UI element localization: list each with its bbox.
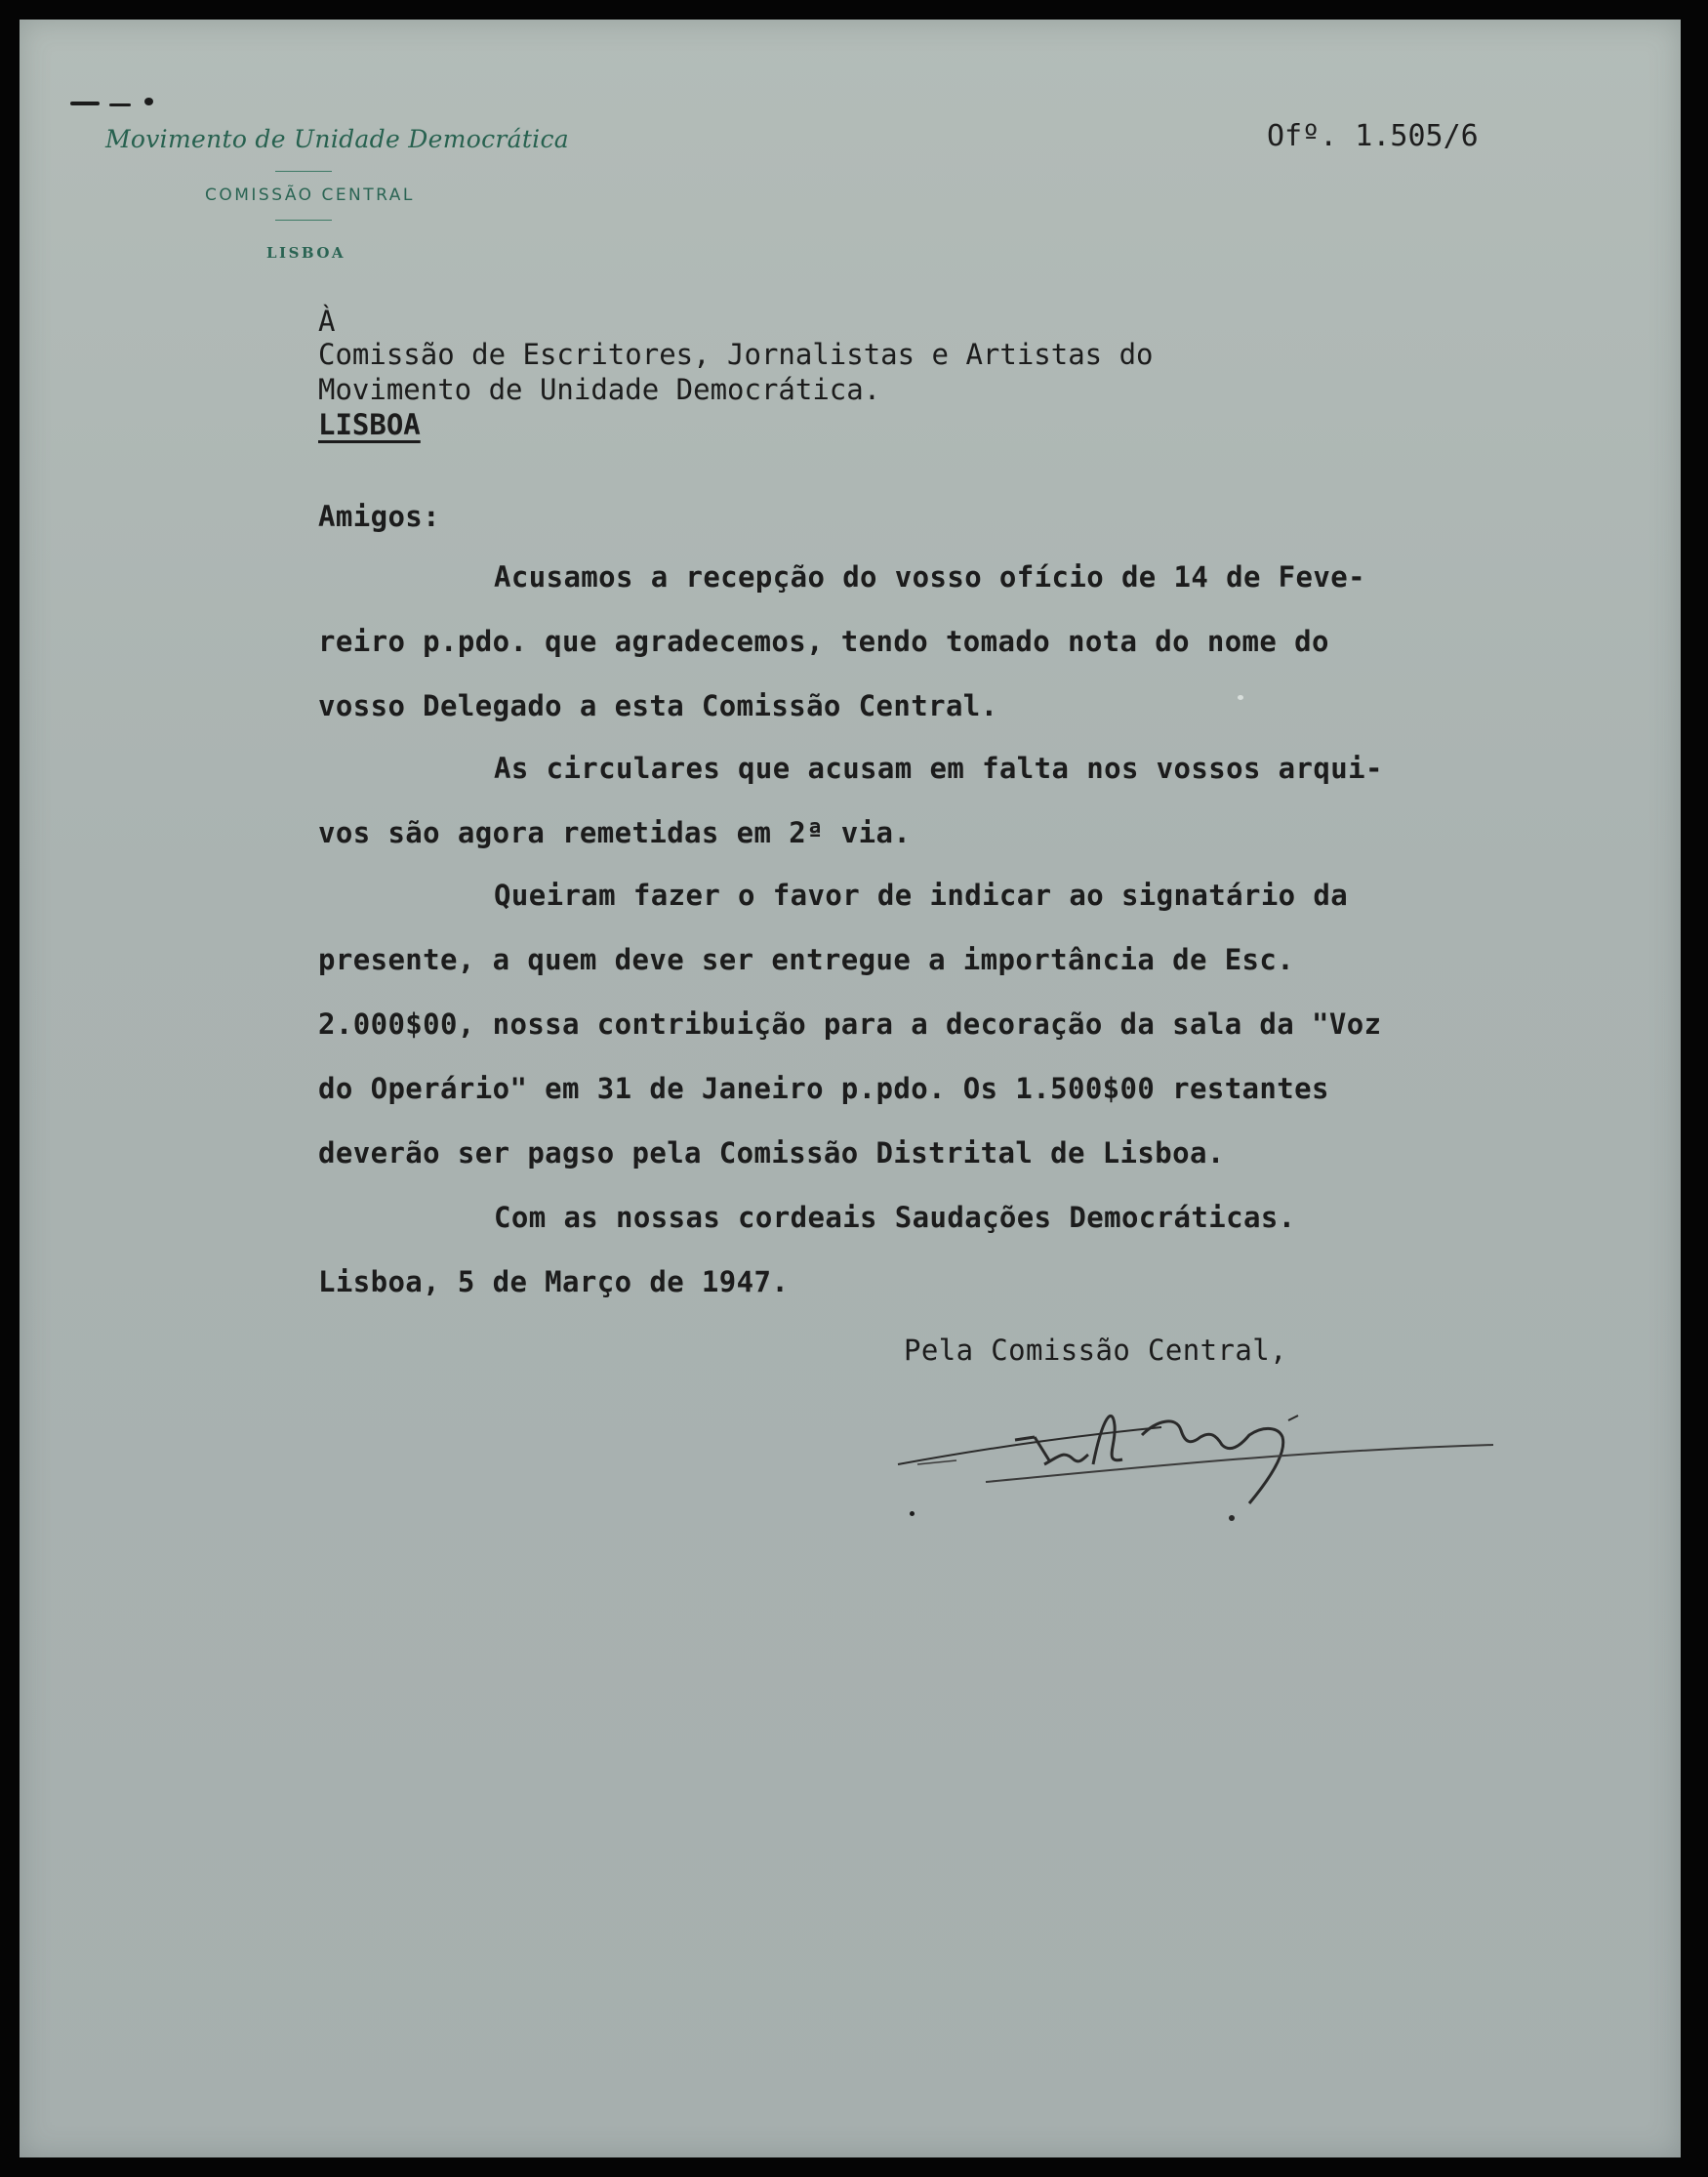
- body-line: presente, a quem deve ser entregue a importância de Esc.: [318, 943, 1295, 976]
- date-line: Lisboa, 5 de Março de 1947.: [318, 1265, 790, 1298]
- letterhead-rule: [275, 171, 332, 172]
- body-line: As circulares que acusam em falta nos vossos arqui-: [494, 752, 1383, 785]
- body-line: Com as nossas cordeais Saudações Democráticas.: [494, 1201, 1296, 1234]
- recipient-prefix: À: [318, 305, 336, 338]
- ink-speck: [70, 102, 100, 105]
- salutation: Amigos:: [318, 500, 441, 533]
- ink-speck: [1238, 695, 1243, 700]
- body-line: deverão ser pagso pela Comissão Distrital de Lisboa.: [318, 1136, 1225, 1170]
- reference-number: Ofº. 1.505/6: [1267, 119, 1479, 153]
- letter-page: [20, 20, 1681, 2157]
- letterhead-rule: [275, 220, 332, 221]
- recipient-line-2: Movimento de Unidade Democrática.: [318, 373, 881, 406]
- body-line: reiro p.pdo. que agradecemos, tendo tomado nota do nome do: [318, 625, 1329, 658]
- letterhead-city: LISBOA: [266, 244, 346, 262]
- letterhead-committee: COMISSÃO CENTRAL: [205, 185, 415, 205]
- ink-speck: [144, 98, 153, 105]
- body-line: Acusamos a recepção do vosso ofício de 14 de Feve-: [494, 560, 1365, 594]
- ink-speck: [109, 103, 131, 106]
- closing: Pela Comissão Central,: [904, 1334, 1287, 1367]
- handwritten-signature: [888, 1367, 1503, 1533]
- body-line: vosso Delegado a esta Comissão Central.: [318, 689, 998, 722]
- body-line: 2.000$00, nossa contribuição para a decoração da sala da "Voz: [318, 1007, 1382, 1041]
- recipient-line-1: Comissão de Escritores, Jornalistas e Artistas do: [318, 338, 1154, 371]
- body-line: Queiram fazer o favor de indicar ao signatário da: [494, 879, 1349, 912]
- body-line: do Operário" em 31 de Janeiro p.pdo. Os 1.500$00 restantes: [318, 1072, 1329, 1105]
- body-line: vos são agora remetidas em 2ª via.: [318, 816, 912, 849]
- letterhead-organization: Movimento de Unidade Democrática: [105, 125, 569, 153]
- recipient-city: LISBOA: [318, 408, 421, 441]
